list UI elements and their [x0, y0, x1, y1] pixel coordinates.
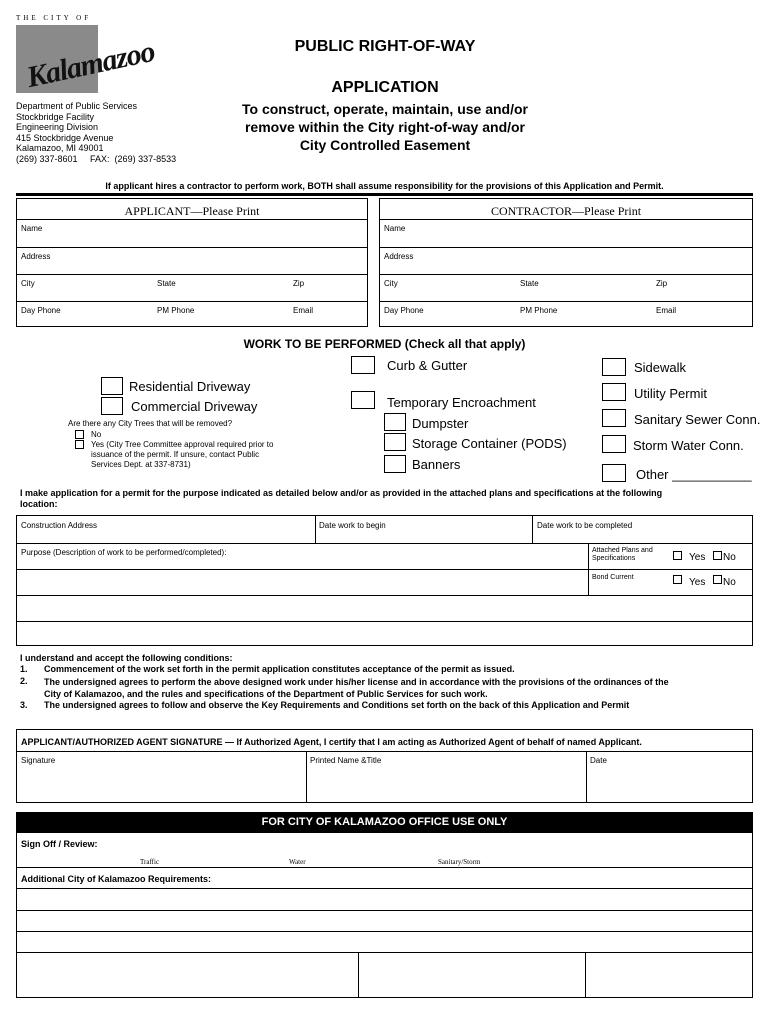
statement-line: location: [20, 499, 58, 509]
temporary-encroachment-label: Temporary Encroachment [387, 395, 536, 410]
other-label: Other ___________ [636, 467, 752, 482]
dumpster-label: Dumpster [412, 416, 469, 431]
applicant-address-field[interactable]: Address [21, 252, 51, 261]
office-use-header-bar [16, 812, 753, 832]
attached-plans-label [592, 547, 653, 563]
other-checkbox[interactable] [602, 464, 626, 482]
curb-gutter-label: Curb & Gutter [387, 358, 468, 373]
trees-yes-line: Services Dept. at 337-8731) [91, 460, 191, 469]
divider [380, 274, 752, 275]
storage-container-label: Storage Container (PODS) [412, 436, 567, 451]
plans-no-checkbox[interactable] [713, 551, 722, 560]
divider [380, 301, 752, 302]
divider [17, 274, 367, 275]
condition-2-line: City of Kalamazoo, and the rules and specifications of the Department of Public Services for such work. [44, 689, 488, 699]
divider [585, 952, 586, 998]
condition-number: 1. [20, 664, 28, 674]
logo-top-text: THE CITY OF [16, 14, 92, 22]
trees-yes-line: issuance of the permit. If unsure, contact Public [91, 450, 260, 459]
applicant-email-field[interactable]: Email [293, 306, 314, 315]
divider [17, 219, 367, 220]
notice-rule [16, 193, 753, 196]
bond-yes-label: Yes [689, 577, 706, 588]
plans-no-label: No [723, 552, 736, 563]
divider [380, 219, 752, 220]
dept-line: Department of Public Services [16, 101, 138, 111]
storage-container-checkbox[interactable] [384, 433, 406, 451]
signature-date-field[interactable]: Date [590, 756, 607, 765]
department-address [16, 101, 176, 164]
temporary-encroachment-checkbox[interactable] [351, 391, 375, 409]
applicant-pm-phone-field[interactable]: PM Phone [157, 306, 195, 315]
contractor-pm-phone-field[interactable]: PM Phone [520, 306, 558, 315]
residential-driveway-label: Residential Driveway [129, 379, 251, 394]
additional-requirements-label: Additional City of Kalamazoo Requirements: [21, 874, 212, 884]
signoff-label: Sign Off / Review: [21, 839, 98, 849]
condition-number: 2. [20, 676, 28, 686]
bond-current-label: Bond Current [592, 574, 634, 581]
residential-driveway-checkbox[interactable] [101, 377, 123, 395]
applicant-city-field[interactable]: City [21, 279, 35, 288]
applicant-state-field[interactable]: State [157, 279, 176, 288]
condition-2 [44, 676, 669, 700]
attached-plans-line: Attached Plans and [592, 547, 653, 554]
divider [17, 888, 752, 889]
commercial-driveway-checkbox[interactable] [101, 397, 123, 415]
date-completed-field[interactable]: Date work to be completed [537, 521, 633, 530]
page-title-application: APPLICATION [331, 79, 439, 96]
divider [586, 751, 587, 803]
signature-field[interactable]: Signature [21, 756, 56, 765]
banners-label: Banners [412, 457, 461, 472]
applicant-name-field[interactable]: Name [21, 224, 43, 233]
sanitary-sewer-checkbox[interactable] [602, 409, 626, 427]
condition-3: The undersigned agrees to follow and observe the Key Requirements and Conditions set forth on the back of this Application and Permit [44, 700, 630, 710]
conditions-intro: I understand and accept the following conditions: [20, 653, 233, 663]
divider [358, 952, 359, 998]
trees-no-label: No [91, 430, 102, 439]
plans-yes-checkbox[interactable] [673, 551, 682, 560]
divider [306, 751, 307, 803]
contractor-name-field[interactable]: Name [384, 224, 406, 233]
subtitle-line: remove within the City right-of-way and/or [244, 119, 526, 135]
contractor-day-phone-field[interactable]: Day Phone [384, 306, 424, 315]
dept-line: (269) 337-8601 FAX: (269) 337-8533 [16, 153, 177, 164]
printed-name-field[interactable]: Printed Name &Title [310, 756, 382, 765]
contractor-city-field[interactable]: City [384, 279, 398, 288]
sidewalk-label: Sidewalk [634, 360, 687, 375]
applicant-section [16, 198, 368, 327]
applicant-zip-field[interactable]: Zip [293, 279, 305, 288]
condition-1: Commencement of the work set forth in the permit application constitutes acceptance of the permit as issued. [44, 664, 515, 674]
dept-line: 415 Stockbridge Avenue [16, 132, 114, 143]
city-logo [16, 14, 158, 95]
dumpster-checkbox[interactable] [384, 413, 406, 431]
divider [17, 569, 752, 570]
utility-permit-label: Utility Permit [634, 386, 707, 401]
condition-number: 3. [20, 700, 28, 710]
traffic-label: Traffic [140, 858, 160, 866]
trees-yes-checkbox[interactable] [75, 440, 84, 449]
utility-permit-checkbox[interactable] [602, 383, 626, 401]
statement-line: I make application for a permit for the purpose indicated as detailed below and/or as provided in the attached plans and specifications at the following [20, 488, 663, 498]
trees-question: Are there any City Trees that will be removed? [68, 419, 233, 428]
application-statement [20, 488, 662, 510]
divider [17, 931, 752, 932]
contractor-section [379, 198, 753, 327]
office-use-box [16, 832, 753, 998]
bond-no-checkbox[interactable] [713, 575, 722, 584]
contractor-notice: If applicant hires a contractor to perform work, BOTH shall assume responsibility for the provisions of this Application and Permit. [105, 181, 664, 191]
trees-yes-line: Yes (City Tree Committee approval required prior to [91, 440, 274, 449]
banners-checkbox[interactable] [384, 455, 406, 473]
condition-2-line: The undersigned agrees to perform the above designed work under his/her license and in accordance with the provisions of the ordinances of the [44, 677, 669, 687]
commercial-driveway-label: Commercial Driveway [131, 399, 258, 414]
divider [17, 751, 752, 752]
trees-no-checkbox[interactable] [75, 430, 84, 439]
storm-water-label: Storm Water Conn. [633, 438, 744, 453]
signature-box [16, 729, 753, 803]
divider [17, 543, 752, 544]
date-begin-field[interactable]: Date work to begin [319, 521, 386, 530]
water-label: Water [289, 858, 306, 866]
divider [17, 952, 752, 953]
contractor-email-field[interactable]: Email [656, 306, 677, 315]
purpose-field[interactable]: Purpose (Description of work to be performed/completed): [21, 548, 227, 557]
subtitle-line: To construct, operate, maintain, use and/or [241, 101, 528, 117]
contractor-zip-field[interactable]: Zip [656, 279, 668, 288]
divider [532, 516, 533, 543]
divider [315, 516, 316, 543]
page-subtitle [200, 100, 570, 154]
bond-yes-checkbox[interactable] [673, 575, 682, 584]
page-title: PUBLIC RIGHT-OF-WAY [294, 38, 476, 55]
divider [17, 595, 752, 596]
divider [17, 867, 752, 868]
contractor-state-field[interactable]: State [520, 279, 539, 288]
dept-line: Kalamazoo, MI 49001 [16, 143, 104, 153]
subtitle-line: City Controlled Easement [299, 137, 471, 153]
plans-yes-label: Yes [689, 552, 706, 563]
divider [17, 247, 367, 248]
sanitary-storm-label: Sanitary/Storm [438, 858, 481, 866]
divider [380, 247, 752, 248]
applicant-heading: APPLICANT—Please Print [124, 204, 260, 218]
construction-address-field[interactable]: Construction Address [21, 521, 98, 530]
dept-line: Stockbridge Facility [16, 111, 95, 122]
applicant-day-phone-field[interactable]: Day Phone [21, 306, 61, 315]
divider [17, 621, 752, 622]
office-use-heading: FOR CITY OF KALAMAZOO OFFICE USE ONLY [261, 816, 508, 828]
divider [17, 301, 367, 302]
sidewalk-checkbox[interactable] [602, 358, 626, 376]
bond-no-label: No [723, 577, 736, 588]
trees-yes-label [91, 440, 273, 470]
dept-line: Engineering Division [16, 122, 99, 132]
contractor-heading: CONTRACTOR—Please Print [490, 204, 642, 218]
storm-water-checkbox[interactable] [602, 435, 626, 453]
location-box [16, 515, 753, 646]
divider [17, 910, 752, 911]
sanitary-sewer-label: Sanitary Sewer Conn. [634, 412, 761, 427]
logo-script-text: Kalamazoo [23, 34, 158, 95]
work-heading: WORK TO BE PERFORMED (Check all that apply) [243, 337, 526, 351]
signature-heading: APPLICANT/AUTHORIZED AGENT SIGNATURE — If Authorized Agent, I certify that I am acting as Authorized Agent of behalf of named Applicant. [21, 737, 642, 747]
attached-plans-line: Specifications [592, 555, 636, 562]
contractor-address-field[interactable]: Address [384, 252, 414, 261]
curb-gutter-checkbox[interactable] [351, 356, 375, 374]
